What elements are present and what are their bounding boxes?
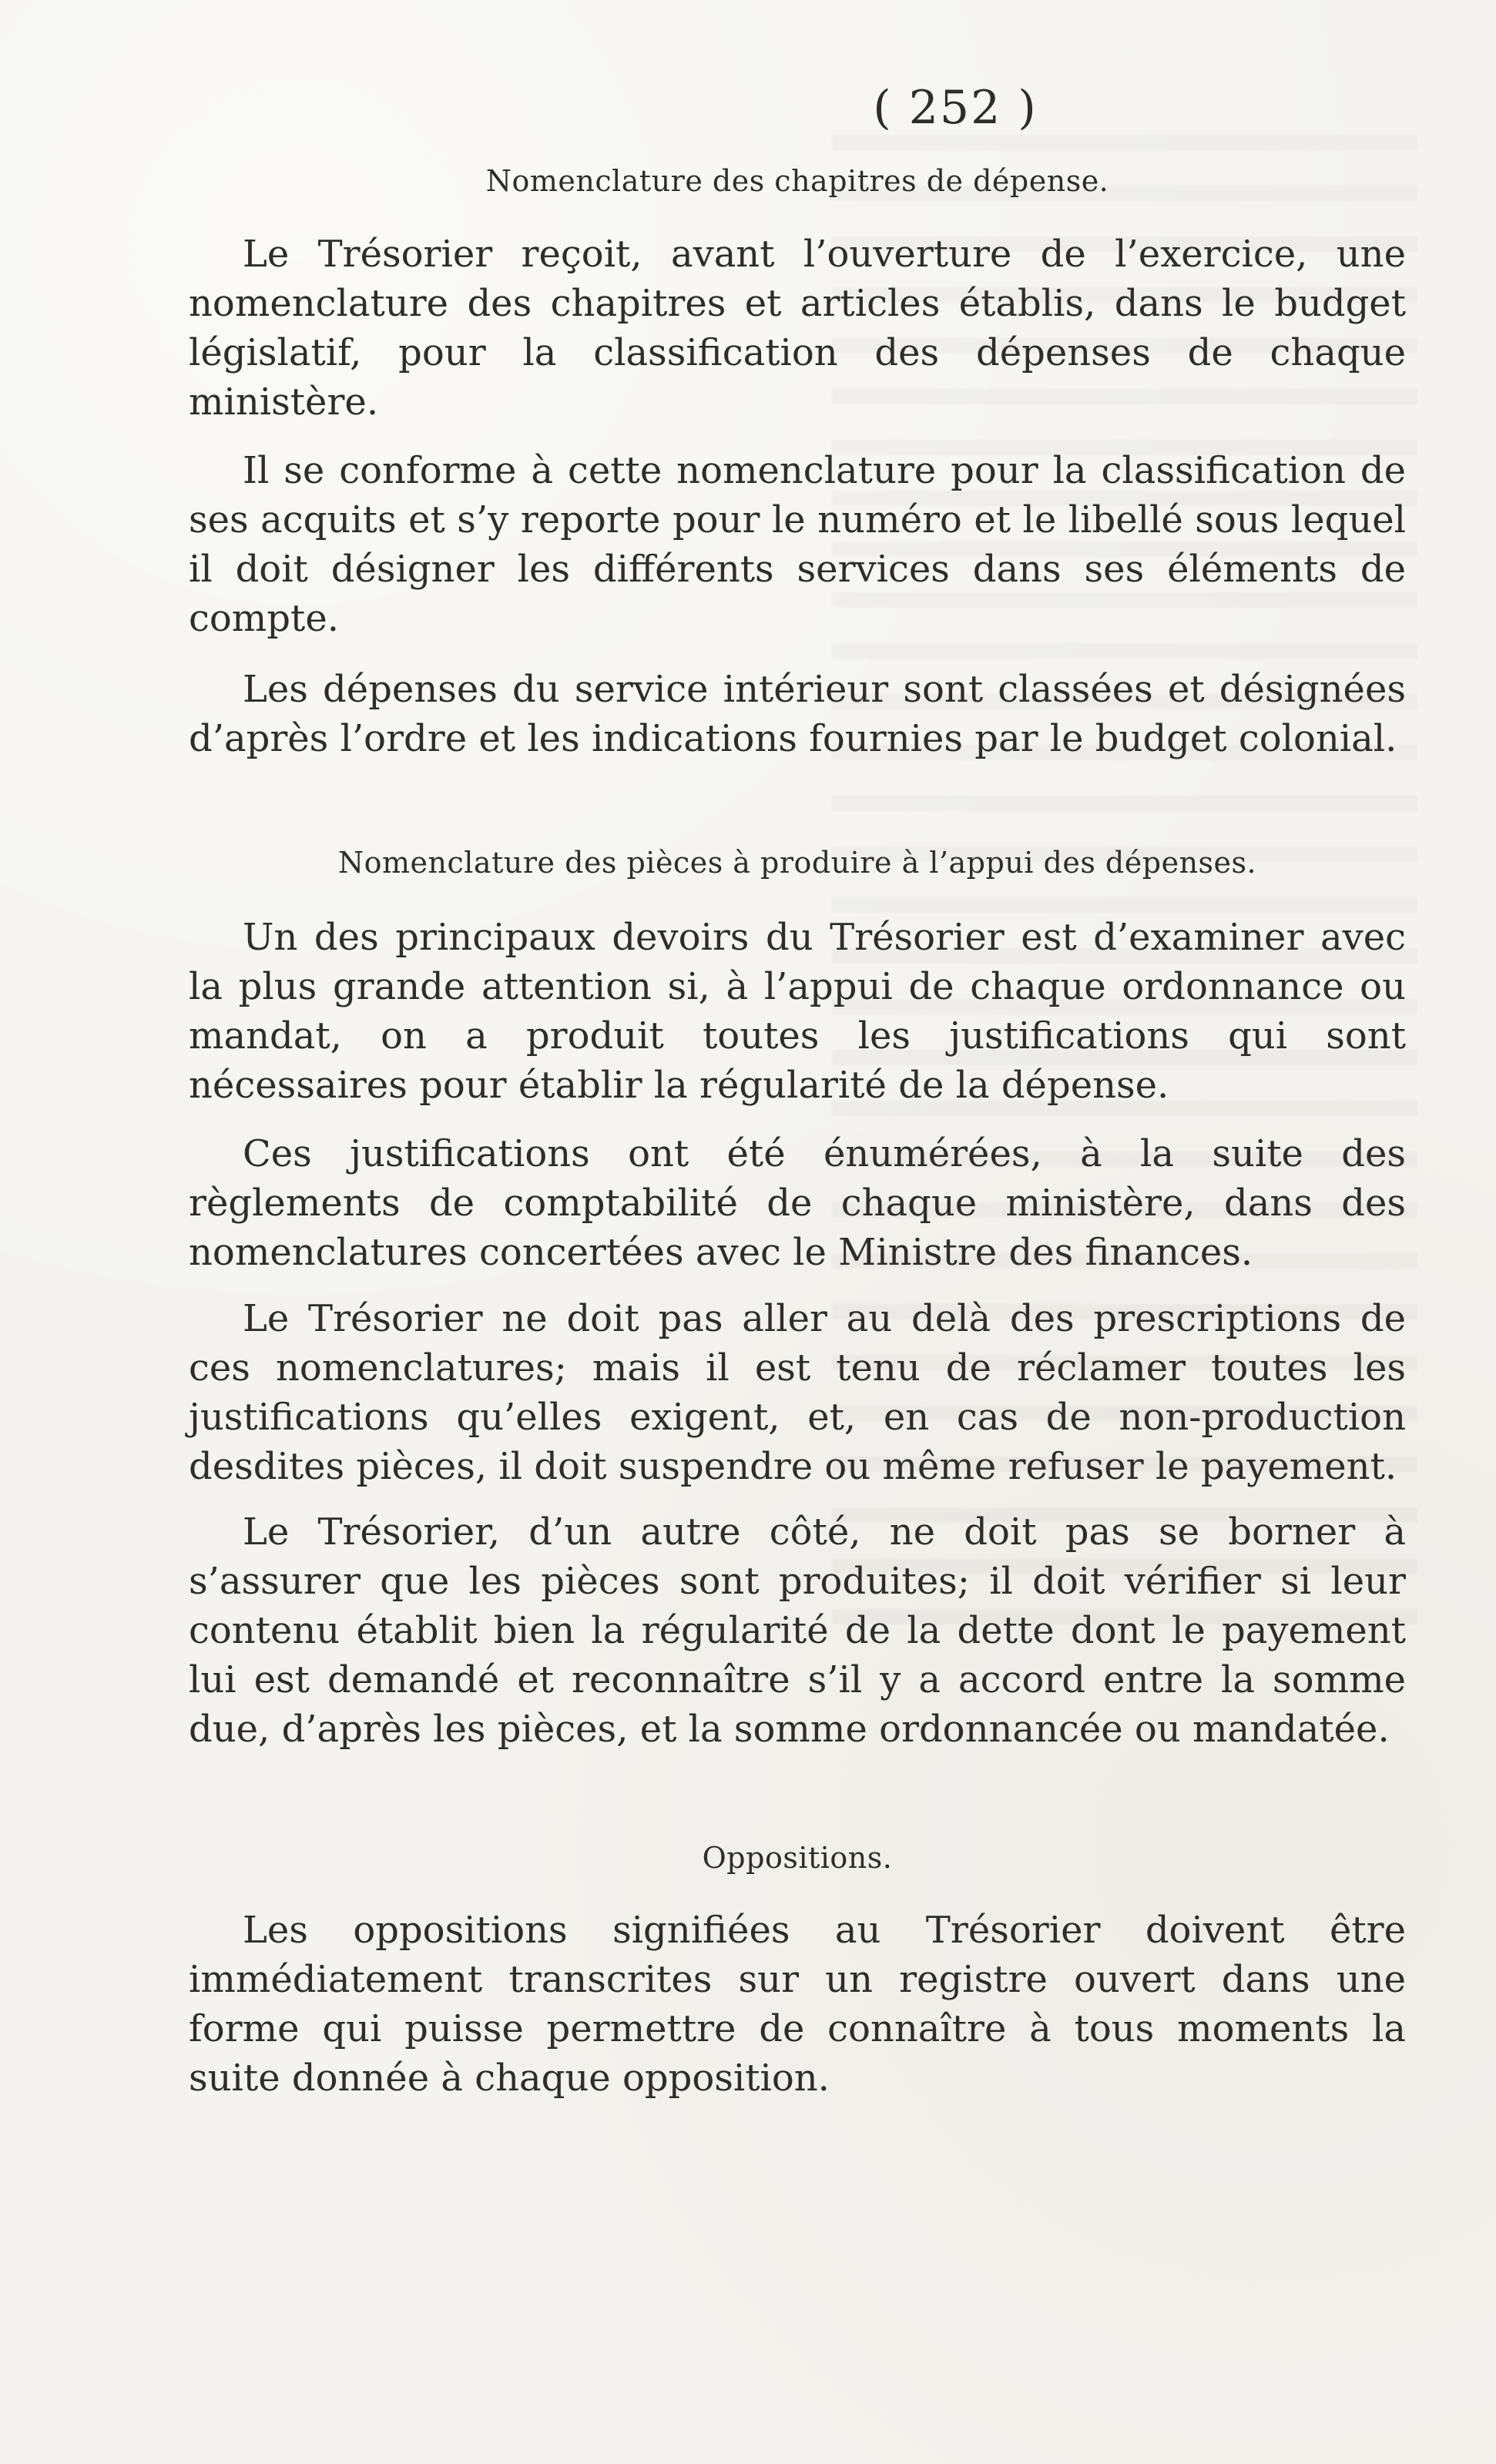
paragraph: Il se conforme à cette nomenclature pour la classification de ses acquits et s’y reporte pour le numéro et le libellé sous lequel il doit désigner les différents services dans ses éléments de compte. [189, 449, 1406, 640]
section-heading: Oppositions. [702, 1841, 893, 1875]
page-number: ( 252 ) [873, 81, 1038, 135]
paragraph: Les oppositions signifiées au Trésorier doivent être immédiatement transcrites sur un registre ouvert dans une forme qui puisse permettre de connaître à tous moments la suite donnée à chaque opposition. [189, 1909, 1406, 2100]
paragraph: Le Trésorier ne doit pas aller au delà des prescriptions de ces nomenclatures; mais il est tenu de réclamer toutes les justifications qu’elles exigent, et, en cas de non-production desdites pièces, il doit suspendre ou même refuser le payement. [189, 1297, 1406, 1488]
paragraph: Les dépenses du service intérieur sont classées et désignées d’après l’ordre et les indications fournies par le budget colonial. [189, 668, 1406, 760]
section-heading: Nomenclature des pièces à produire à l’appui des dépenses. [337, 846, 1257, 880]
paragraph: Le Trésorier reçoit, avant l’ouverture de l’exercice, une nomenclature des chapitres et articles établis, dans le budget législatif, pour la classification des dépenses de chaque ministère. [189, 233, 1406, 424]
section-heading: Nomenclature des chapitres de dépense. [485, 164, 1109, 198]
paragraph: Le Trésorier, d’un autre côté, ne doit pas se borner à s’assurer que les pièces sont produites; il doit vérifier si leur contenu établit bien la régularité de la dette dont le payement lui est demandé et reconnaître s’il y a accord entre la somme due, d’après les pièces, et la somme ordonnancée ou mandatée. [189, 1510, 1406, 1751]
paragraph: Un des principaux devoirs du Trésorier est d’examiner avec la plus grande attention si, à l’appui de chaque ordonnance ou mandat, on a produit toutes les justifications qui sont nécessaires pour établir la régularité de la dépense. [189, 916, 1406, 1107]
paragraph: Ces justifications ont été énumérées, à la suite des règlements de comptabilité de chaque ministère, dans des nomenclatures concertées avec le Ministre des finances. [189, 1132, 1406, 1274]
